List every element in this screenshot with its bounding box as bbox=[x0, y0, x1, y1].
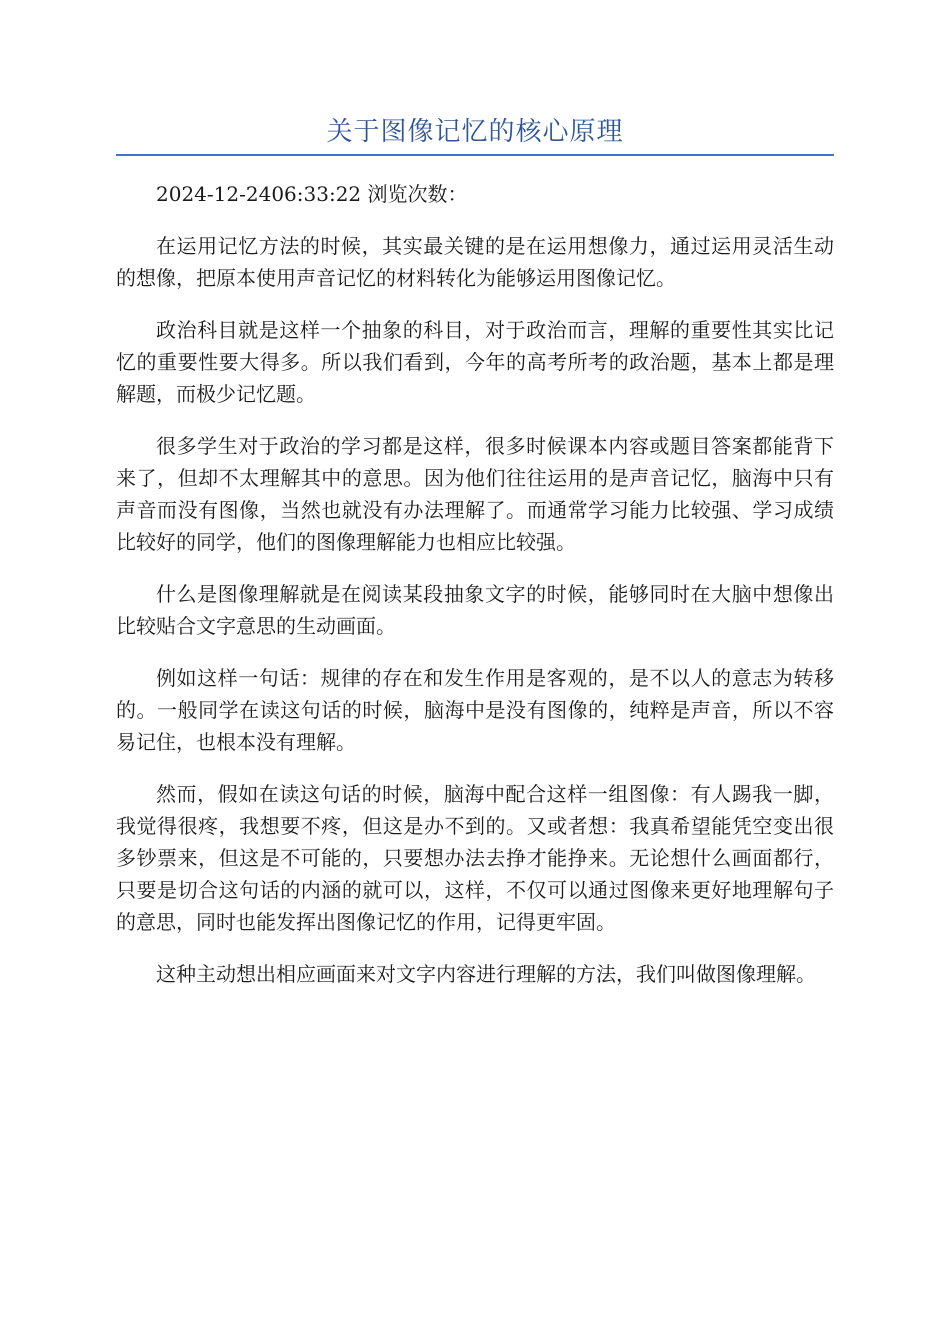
paragraph-6: 然而，假如在读这句话的时候，脑海中配合这样一组图像：有人踢我一脚，我觉得很疼，我想要不疼，但这是办不到的。又或者想：我真希望能凭空变出很多钞票来，但这是不可能的，只要想办法去挣才能挣来。无论想什么画面都行，只要是切合这句话的内涵的就可以，这样，不仅可以通过图像来更好地理解句子的意思，同时也能发挥出图像记忆的作用，记得更牢固。 bbox=[116, 782, 834, 934]
paragraph-3: 很多学生对于政治的学习都是这样，很多时候课本内容或题目答案都能背下来了，但却不太理解其中的意思。因为他们往往运用的是声音记忆，脑海中只有声音而没有图像，当然也就没有办法理解了。而通常学习能力比较强、学习成绩比较好的同学，他们的图像理解能力也相应比较强。 bbox=[116, 434, 834, 554]
paragraph-4: 什么是图像理解就是在阅读某段抽象文字的时候，能够同时在大脑中想像出比较贴合文字意思的生动画面。 bbox=[116, 582, 834, 638]
publish-meta: 2024-12-2406:33:22 浏览次数： bbox=[156, 182, 468, 206]
paragraph-2: 政治科目就是这样一个抽象的科目，对于政治而言，理解的重要性其实比记忆的重要性要大得多。所以我们看到，今年的高考所考的政治题，基本上都是理解题，而极少记忆题。 bbox=[116, 318, 834, 406]
paragraph-5: 例如这样一句话：规律的存在和发生作用是客观的，是不以人的意志为转移的。一般同学在读这句话的时候，脑海中是没有图像的，纯粹是声音，所以不容易记住，也根本没有理解。 bbox=[116, 666, 834, 754]
paragraph-1: 在运用记忆方法的时候，其实最关键的是在运用想像力，通过运用灵活生动的想像，把原本使用声音记忆的材料转化为能够运用图像记忆。 bbox=[116, 234, 834, 290]
paragraph-7: 这种主动想出相应画面来对文字内容进行理解的方法，我们叫做图像理解。 bbox=[156, 962, 816, 986]
document-body bbox=[116, 178, 834, 1010]
title-divider bbox=[116, 154, 834, 156]
page-title: 关于图像记忆的核心原理 bbox=[326, 117, 624, 147]
